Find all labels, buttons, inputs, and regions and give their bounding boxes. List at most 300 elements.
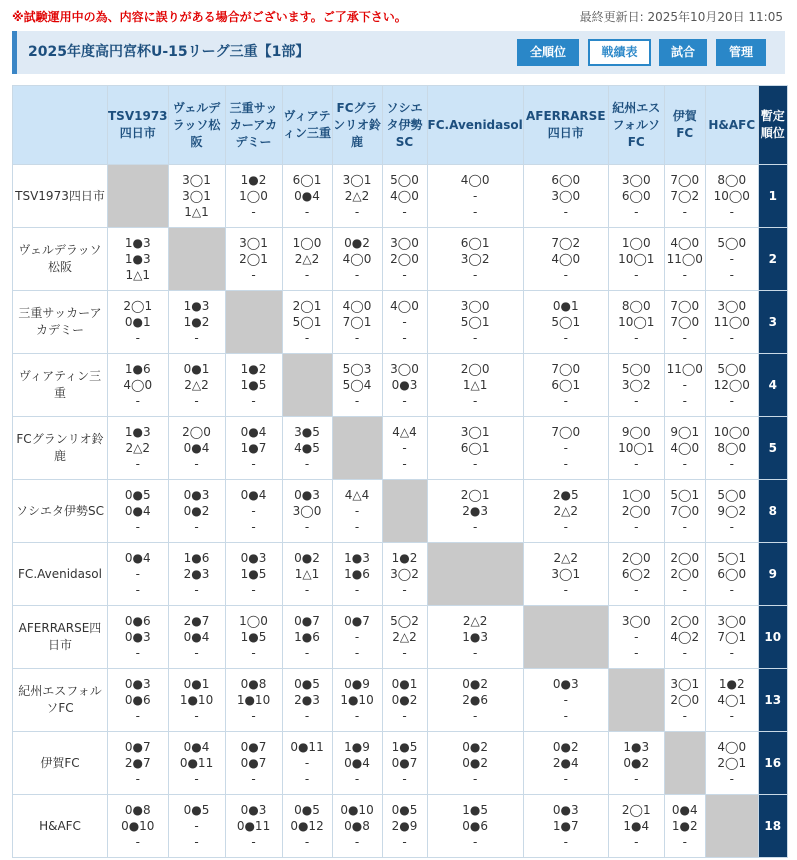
match-score: 5◯0 bbox=[717, 488, 747, 502]
match-score: 1●6 bbox=[294, 630, 320, 644]
match-score: 6◯1 bbox=[460, 236, 490, 250]
corner-cell bbox=[13, 86, 108, 165]
match-score: 0●7 bbox=[124, 740, 151, 754]
match-score: 8◯0 bbox=[621, 299, 651, 313]
match-score: - bbox=[135, 567, 140, 581]
result-cell bbox=[427, 732, 523, 795]
team-name[interactable]: 紀州エスフォルソFC bbox=[13, 669, 108, 732]
column-header: ソシエタ伊勢SC bbox=[382, 86, 427, 165]
match-score: 0●11 bbox=[290, 740, 324, 754]
result-cell bbox=[608, 795, 664, 858]
match-score: 0●3 bbox=[294, 488, 320, 502]
result-cell bbox=[225, 543, 282, 606]
match-score: 11◯0 bbox=[666, 362, 703, 376]
match-score: - bbox=[194, 583, 199, 597]
match-score: - bbox=[251, 457, 256, 471]
result-cell bbox=[608, 732, 664, 795]
self-match-cell bbox=[427, 543, 523, 606]
match-score: 6◯1 bbox=[460, 441, 490, 455]
result-cell bbox=[332, 606, 382, 669]
match-score: 0●4 bbox=[671, 803, 698, 817]
match-score: - bbox=[563, 441, 568, 455]
match-score: 8◯0 bbox=[717, 441, 747, 455]
match-score: - bbox=[194, 457, 199, 471]
match-score: - bbox=[304, 268, 310, 282]
match-score: 2◯1 bbox=[717, 756, 747, 770]
match-score: - bbox=[729, 268, 734, 282]
matches-button[interactable]: 試合 bbox=[659, 39, 707, 66]
match-score: 5◯4 bbox=[342, 378, 372, 392]
match-score: - bbox=[354, 331, 360, 345]
match-score: - bbox=[194, 646, 199, 660]
match-score: - bbox=[472, 457, 478, 471]
result-cell bbox=[282, 606, 332, 669]
match-score: - bbox=[729, 394, 734, 408]
match-score: - bbox=[472, 394, 478, 408]
match-score: 0●3 bbox=[124, 677, 151, 691]
table-row bbox=[13, 291, 788, 354]
result-cell bbox=[282, 480, 332, 543]
match-score: 1◯0 bbox=[239, 189, 268, 203]
self-match-cell bbox=[168, 228, 225, 291]
result-cell bbox=[664, 669, 705, 732]
match-score: - bbox=[135, 772, 140, 786]
match-score: - bbox=[682, 520, 687, 534]
match-score: 7◯0 bbox=[670, 315, 700, 329]
team-name[interactable]: TSV1973四日市 bbox=[13, 165, 108, 228]
result-cell bbox=[705, 606, 758, 669]
team-name[interactable]: ヴィアティン三重 bbox=[13, 354, 108, 417]
match-score: - bbox=[402, 583, 407, 597]
match-score: 0●4 bbox=[183, 740, 210, 754]
match-score: - bbox=[304, 331, 310, 345]
match-score: 1●10 bbox=[340, 693, 374, 707]
match-score: 1◯0 bbox=[621, 488, 651, 502]
result-cell bbox=[168, 480, 225, 543]
match-score: - bbox=[135, 709, 140, 723]
match-score: 2◯0 bbox=[670, 614, 700, 628]
result-cell bbox=[332, 669, 382, 732]
match-score: 2△2 bbox=[553, 504, 578, 518]
result-cell bbox=[108, 354, 169, 417]
match-score: 7◯1 bbox=[717, 630, 747, 644]
match-score: 4△4 bbox=[392, 425, 417, 439]
result-cell bbox=[523, 480, 608, 543]
match-score: - bbox=[563, 457, 568, 471]
column-header: FC.Avenidasol bbox=[427, 86, 523, 165]
team-name[interactable]: H&AFC bbox=[13, 795, 108, 858]
match-score: 3◯0 bbox=[717, 614, 747, 628]
result-cell bbox=[382, 417, 427, 480]
match-score: - bbox=[251, 520, 256, 534]
table-row bbox=[13, 165, 788, 228]
result-cell bbox=[664, 228, 705, 291]
match-score: - bbox=[472, 205, 478, 219]
result-cell bbox=[608, 543, 664, 606]
rank-cell: 2 bbox=[758, 228, 787, 291]
match-score: 0●5 bbox=[183, 803, 210, 817]
result-cell bbox=[282, 669, 332, 732]
result-cell bbox=[282, 543, 332, 606]
match-score: 0●10 bbox=[121, 819, 155, 833]
team-name[interactable]: 三重サッカーアカデミー bbox=[13, 291, 108, 354]
result-cell bbox=[282, 291, 332, 354]
result-cell bbox=[225, 795, 282, 858]
table-row bbox=[13, 228, 788, 291]
header-row bbox=[13, 86, 788, 165]
result-cell bbox=[705, 228, 758, 291]
result-cell bbox=[427, 165, 523, 228]
match-score: 1●3 bbox=[623, 740, 650, 754]
match-score: 0●1 bbox=[183, 362, 210, 376]
match-score: 4◯0 bbox=[670, 236, 700, 250]
match-score: 5◯1 bbox=[717, 551, 747, 565]
match-score: 3◯1 bbox=[239, 236, 268, 250]
match-score: - bbox=[682, 268, 687, 282]
team-name[interactable]: FCグランリオ鈴鹿 bbox=[13, 417, 108, 480]
result-cell bbox=[332, 480, 382, 543]
match-score: 2●5 bbox=[552, 488, 579, 502]
match-score: 1△1 bbox=[294, 567, 320, 581]
match-score: 2◯1 bbox=[123, 299, 153, 313]
match-score: 6◯0 bbox=[621, 189, 651, 203]
match-score: 3◯0 bbox=[717, 299, 747, 313]
match-score: - bbox=[251, 709, 256, 723]
match-score: 2●9 bbox=[391, 819, 418, 833]
match-score: - bbox=[634, 331, 639, 345]
self-match-cell bbox=[523, 606, 608, 669]
match-score: - bbox=[729, 709, 734, 723]
match-score: 0●4 bbox=[344, 756, 370, 770]
match-score: 4◯0 bbox=[342, 299, 372, 313]
match-score: 0●4 bbox=[183, 441, 210, 455]
table-row bbox=[13, 606, 788, 669]
match-score: - bbox=[729, 331, 734, 345]
result-cell bbox=[523, 417, 608, 480]
column-header: 伊賀FC bbox=[664, 86, 705, 165]
match-score: 1●5 bbox=[240, 378, 267, 392]
result-cell bbox=[332, 291, 382, 354]
rank-cell: 8 bbox=[758, 480, 787, 543]
match-score: 2◯0 bbox=[390, 252, 419, 266]
match-score: 0●3 bbox=[552, 677, 579, 691]
match-score: - bbox=[251, 205, 256, 219]
page-title: 2025年度高円宮杯U-15リーグ三重【1部】 bbox=[28, 44, 310, 60]
result-cell bbox=[427, 291, 523, 354]
match-score: 6◯1 bbox=[551, 378, 581, 392]
match-score: 5◯1 bbox=[670, 488, 700, 502]
match-score: 2△2 bbox=[553, 551, 578, 565]
match-score: - bbox=[135, 646, 140, 660]
match-score: - bbox=[729, 583, 734, 597]
match-score: 4◯0 bbox=[342, 252, 372, 266]
match-score: - bbox=[472, 709, 478, 723]
match-score: - bbox=[634, 520, 639, 534]
match-score: - bbox=[304, 772, 310, 786]
team-name[interactable]: ソシエタ伊勢SC bbox=[13, 480, 108, 543]
match-score: - bbox=[402, 646, 407, 660]
result-cell bbox=[664, 291, 705, 354]
match-score: - bbox=[135, 457, 140, 471]
match-score: 1●10 bbox=[236, 693, 271, 707]
match-score: - bbox=[634, 205, 639, 219]
match-score: 7◯0 bbox=[670, 299, 700, 313]
match-score: 2◯1 bbox=[239, 252, 268, 266]
result-cell bbox=[332, 228, 382, 291]
match-score: - bbox=[354, 646, 360, 660]
match-score: - bbox=[472, 646, 478, 660]
match-score: 7◯2 bbox=[551, 236, 581, 250]
match-score: - bbox=[563, 583, 568, 597]
column-header: ヴィアティン三重 bbox=[282, 86, 332, 165]
match-score: 0●1 bbox=[124, 315, 151, 329]
match-score: 0●2 bbox=[344, 236, 370, 250]
match-score: 6◯1 bbox=[292, 173, 322, 187]
match-score: - bbox=[194, 520, 199, 534]
match-score: 3◯0 bbox=[621, 173, 651, 187]
match-score: - bbox=[304, 835, 310, 849]
result-cell bbox=[225, 354, 282, 417]
match-score: 7◯2 bbox=[670, 189, 700, 203]
match-score: 4◯2 bbox=[670, 630, 700, 644]
self-match-cell bbox=[108, 165, 169, 228]
match-score: 1●10 bbox=[179, 693, 214, 707]
match-score: - bbox=[634, 268, 639, 282]
match-score: 4◯0 bbox=[717, 740, 747, 754]
team-name[interactable]: AFERRARSE四日市 bbox=[13, 606, 108, 669]
result-cell bbox=[664, 795, 705, 858]
match-score: - bbox=[634, 583, 639, 597]
result-cell bbox=[608, 417, 664, 480]
match-score: - bbox=[251, 835, 256, 849]
match-score: - bbox=[354, 630, 360, 644]
match-score: 7◯1 bbox=[342, 315, 372, 329]
match-score: 4◯0 bbox=[390, 299, 419, 313]
match-score: 5◯0 bbox=[390, 173, 419, 187]
result-cell bbox=[168, 669, 225, 732]
rank-column-header: 暫定順位 bbox=[758, 86, 787, 165]
match-score: 7◯0 bbox=[551, 425, 581, 439]
match-score: - bbox=[402, 709, 407, 723]
result-cell bbox=[168, 417, 225, 480]
result-cell bbox=[427, 480, 523, 543]
result-cell bbox=[608, 480, 664, 543]
match-score: 1◯0 bbox=[621, 236, 651, 250]
match-score: - bbox=[135, 583, 140, 597]
match-score: 9◯1 bbox=[670, 425, 700, 439]
match-score: - bbox=[472, 268, 478, 282]
match-score: 1●5 bbox=[391, 740, 418, 754]
match-score: 2◯0 bbox=[670, 567, 700, 581]
match-score: 4◯1 bbox=[717, 693, 747, 707]
rank-cell: 5 bbox=[758, 417, 787, 480]
match-score: 3◯1 bbox=[460, 425, 490, 439]
result-cell bbox=[225, 228, 282, 291]
team-name[interactable]: 伊賀FC bbox=[13, 732, 108, 795]
match-score: 0●7 bbox=[344, 614, 370, 628]
match-score: 0●11 bbox=[179, 756, 214, 770]
match-score: 1●6 bbox=[183, 551, 210, 565]
match-score: - bbox=[354, 504, 360, 518]
result-cell bbox=[523, 354, 608, 417]
match-score: 1●6 bbox=[124, 362, 151, 376]
results-table-button[interactable]: 戦績表 bbox=[588, 39, 651, 66]
table-row bbox=[13, 417, 788, 480]
result-cell bbox=[382, 669, 427, 732]
match-score: 0●3 bbox=[391, 378, 418, 392]
match-score: 0●11 bbox=[236, 819, 271, 833]
match-score: 3◯0 bbox=[460, 299, 490, 313]
result-cell bbox=[427, 795, 523, 858]
team-name[interactable]: FC.Avenidasol bbox=[13, 543, 108, 606]
match-score: 10◯1 bbox=[618, 252, 655, 266]
match-score: 12◯0 bbox=[713, 378, 750, 392]
match-score: 11◯0 bbox=[666, 252, 703, 266]
column-header: 紀州エスフォルソFC bbox=[608, 86, 664, 165]
result-cell bbox=[427, 417, 523, 480]
match-score: 0●10 bbox=[340, 803, 374, 817]
match-score: 7◯0 bbox=[670, 504, 700, 518]
match-score: - bbox=[682, 394, 687, 408]
match-score: 4◯0 bbox=[390, 189, 419, 203]
result-cell bbox=[523, 165, 608, 228]
match-score: 5◯0 bbox=[717, 362, 747, 376]
match-score: 2●7 bbox=[183, 614, 210, 628]
match-score: 2△2 bbox=[462, 614, 488, 628]
match-score: 1●3 bbox=[462, 630, 488, 644]
result-cell bbox=[427, 228, 523, 291]
result-cell bbox=[332, 732, 382, 795]
match-score: 1●3 bbox=[183, 299, 210, 313]
rank-cell: 1 bbox=[758, 165, 787, 228]
match-score: 2△2 bbox=[184, 378, 209, 392]
match-score: 0●6 bbox=[462, 819, 488, 833]
result-cell bbox=[225, 417, 282, 480]
match-score: 3◯0 bbox=[390, 236, 419, 250]
result-cell bbox=[523, 291, 608, 354]
match-score: 2●3 bbox=[294, 693, 320, 707]
match-score: - bbox=[402, 331, 407, 345]
match-score: 9◯0 bbox=[621, 425, 651, 439]
match-score: 1△1 bbox=[462, 378, 488, 392]
match-score: - bbox=[194, 835, 199, 849]
result-cell bbox=[108, 606, 169, 669]
match-score: - bbox=[354, 394, 360, 408]
match-score: 0●2 bbox=[462, 756, 488, 770]
rank-cell: 18 bbox=[758, 795, 787, 858]
table-row bbox=[13, 354, 788, 417]
match-score: - bbox=[563, 709, 568, 723]
result-cell bbox=[225, 606, 282, 669]
match-score: - bbox=[251, 583, 256, 597]
match-score: 0●4 bbox=[294, 189, 320, 203]
match-score: 0●2 bbox=[462, 677, 488, 691]
match-score: 2△2 bbox=[392, 630, 417, 644]
last-updated: 最終更新日: 2025年10月20日 11:05 bbox=[579, 10, 783, 24]
match-score: - bbox=[354, 835, 360, 849]
match-score: - bbox=[472, 520, 478, 534]
result-cell bbox=[108, 795, 169, 858]
match-score: 0●3 bbox=[552, 803, 579, 817]
match-score: - bbox=[729, 457, 734, 471]
result-cell bbox=[382, 228, 427, 291]
match-score: - bbox=[682, 646, 687, 660]
match-score: 1●5 bbox=[462, 803, 488, 817]
match-score: - bbox=[251, 394, 256, 408]
match-score: 0●4 bbox=[240, 488, 267, 502]
match-score: - bbox=[682, 331, 687, 345]
match-score: 3◯1 bbox=[182, 173, 211, 187]
match-score: 2●6 bbox=[462, 693, 488, 707]
match-score: 4●5 bbox=[294, 441, 320, 455]
self-match-cell bbox=[282, 354, 332, 417]
result-cell bbox=[332, 354, 382, 417]
self-match-cell bbox=[608, 669, 664, 732]
match-score: 0●4 bbox=[183, 630, 210, 644]
match-score: - bbox=[402, 315, 407, 329]
result-cell bbox=[168, 795, 225, 858]
match-score: 0●2 bbox=[462, 740, 488, 754]
match-score: 0●5 bbox=[294, 677, 320, 691]
result-cell bbox=[168, 354, 225, 417]
match-score: 2◯0 bbox=[460, 362, 490, 376]
match-score: 4◯0 bbox=[123, 378, 153, 392]
result-cell bbox=[705, 480, 758, 543]
match-score: 3◯1 bbox=[342, 173, 372, 187]
match-score: 1●2 bbox=[671, 819, 698, 833]
match-score: 0●2 bbox=[294, 551, 320, 565]
match-score: - bbox=[354, 205, 360, 219]
match-score: 1●7 bbox=[552, 819, 579, 833]
match-score: 2△2 bbox=[294, 252, 320, 266]
all-rankings-button[interactable]: 全順位 bbox=[517, 39, 579, 66]
match-score: - bbox=[729, 252, 734, 266]
match-score: - bbox=[682, 378, 687, 392]
result-cell bbox=[382, 606, 427, 669]
result-cell bbox=[225, 165, 282, 228]
match-score: 2◯0 bbox=[670, 551, 700, 565]
team-name[interactable]: ヴェルデラッソ松阪 bbox=[13, 228, 108, 291]
match-score: - bbox=[729, 772, 734, 786]
match-score: 2◯1 bbox=[292, 299, 322, 313]
match-score: 7◯0 bbox=[670, 173, 700, 187]
match-score: 10◯0 bbox=[713, 425, 750, 439]
match-score: - bbox=[402, 835, 407, 849]
result-cell bbox=[382, 732, 427, 795]
result-cell bbox=[108, 228, 169, 291]
match-score: - bbox=[402, 394, 407, 408]
match-score: - bbox=[682, 835, 687, 849]
result-cell bbox=[664, 354, 705, 417]
result-cell bbox=[705, 354, 758, 417]
rank-cell: 16 bbox=[758, 732, 787, 795]
match-score: 3◯0 bbox=[551, 189, 581, 203]
match-score: - bbox=[135, 331, 140, 345]
match-score: - bbox=[251, 646, 256, 660]
result-cell bbox=[225, 669, 282, 732]
column-header: H&AFC bbox=[705, 86, 758, 165]
match-score: 2●4 bbox=[552, 756, 579, 770]
admin-button[interactable]: 管理 bbox=[716, 39, 766, 66]
match-score: 7◯0 bbox=[551, 362, 581, 376]
match-score: 2◯1 bbox=[621, 803, 651, 817]
match-score: - bbox=[682, 205, 687, 219]
match-score: 0●4 bbox=[124, 504, 151, 518]
match-score: 2◯0 bbox=[621, 504, 651, 518]
match-score: 1△1 bbox=[184, 205, 209, 219]
result-cell bbox=[608, 606, 664, 669]
match-score: - bbox=[194, 819, 199, 833]
